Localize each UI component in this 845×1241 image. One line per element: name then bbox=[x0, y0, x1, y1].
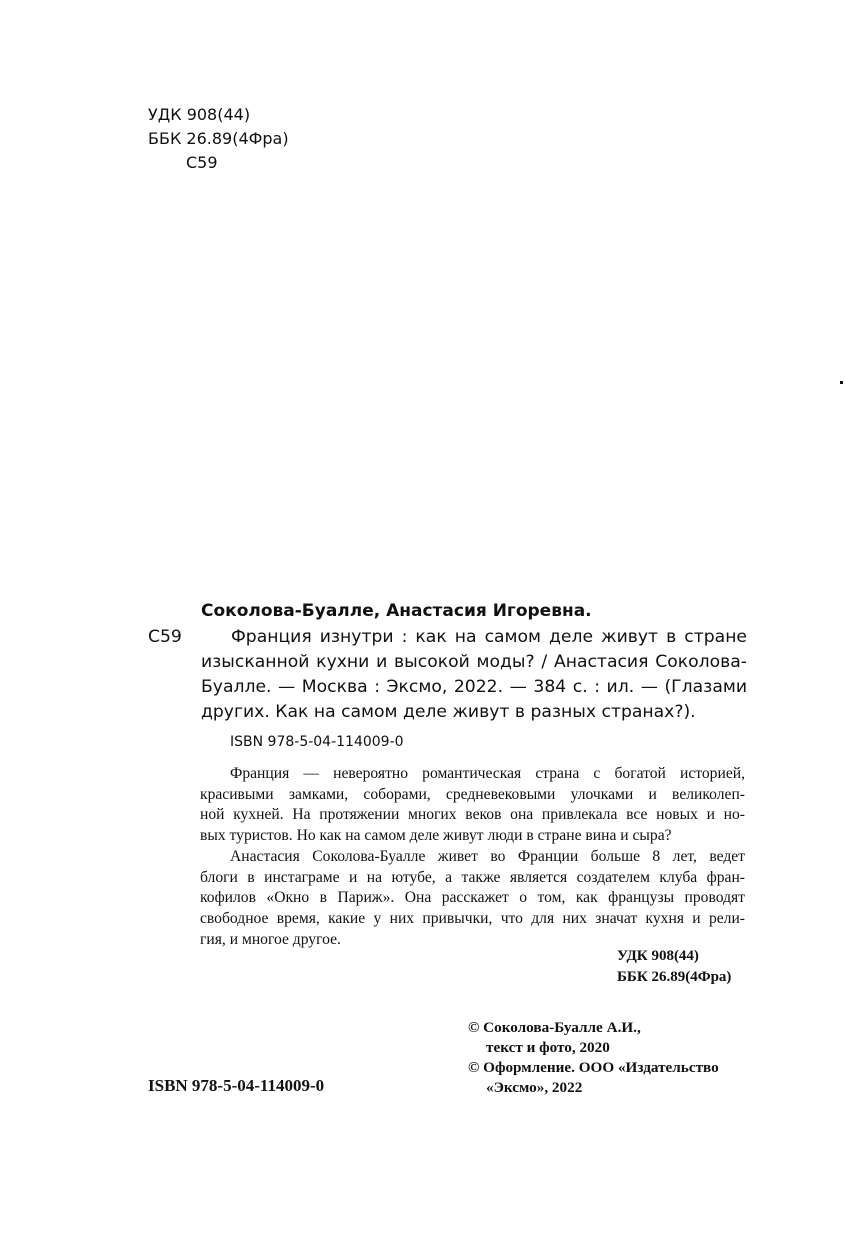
top-udk: УДК 908(44) bbox=[148, 105, 251, 124]
annotation-line bbox=[200, 847, 745, 868]
annotation bbox=[200, 764, 745, 950]
annotation-text: Франция — невероятно романтическая страна с богатой историей, bbox=[230, 765, 745, 782]
top-author-mark: С59 bbox=[186, 153, 218, 172]
copyright-line: текст и фото, 2020 bbox=[486, 1039, 610, 1056]
annotation-line: блоги в инстаграме и на ютубе, а также является создателем клуба фран- bbox=[200, 868, 745, 886]
annotation-text: Анастасия Соколова-Буалле живет во Франции больше 8 лет, ведет bbox=[230, 847, 745, 865]
annotation-udk: УДК 908(44) bbox=[617, 948, 699, 964]
biblio-line: других. Как на самом деле живут в разных странах?). bbox=[201, 702, 696, 722]
annotation-line: вых туристов. Но как на самом деле живут люди в стране вина и сыра? bbox=[200, 827, 672, 845]
record-isbn: ISBN 978-5-04-114009-0 bbox=[230, 734, 404, 750]
annotation-line: гия, и многое другое. bbox=[200, 930, 341, 948]
author-heading: Соколова-Буалле, Анастасия Игоревна. bbox=[201, 601, 592, 621]
annotation-line bbox=[200, 764, 745, 785]
annotation-bbk: ББК 26.89(4Фра) bbox=[617, 969, 732, 985]
annotation-line: ной кухней. На протяжении многих веков она привлекала все новых и но- bbox=[200, 806, 745, 824]
bibliographic-description bbox=[201, 625, 747, 725]
top-bbk: ББК 26.89(4Фра) bbox=[148, 129, 289, 148]
copyright-line: «Эксмо», 2022 bbox=[486, 1079, 583, 1096]
bottom-isbn: ISBN 978-5-04-114009-0 bbox=[148, 1076, 325, 1095]
margin-mark bbox=[840, 381, 843, 384]
biblio-line: Франция изнутри : как на самом деле живут в стране bbox=[231, 627, 747, 647]
annotation-line: красивыми замками, соборами, средневековыми улочками и великолеп- bbox=[200, 785, 745, 803]
biblio-line: изысканной кухни и высокой моды? / Анастасия Соколова- bbox=[201, 652, 747, 672]
record-author-mark: С59 bbox=[148, 627, 182, 647]
annotation-line: свободное время, какие у них привычки, что для них значат кухня и рели- bbox=[200, 909, 745, 927]
annotation-line: кофилов «Окно в Париж». Она расскажет о том, как французы проводят bbox=[200, 889, 745, 907]
biblio-line: Буалле. — Москва : Эксмо, 2022. — 384 с. : ил. — (Глазами bbox=[201, 677, 747, 697]
copyright-line: © Оформление. ООО «Издательство bbox=[468, 1059, 719, 1076]
copyright-line: © Соколова-Буалле А.И., bbox=[468, 1019, 641, 1036]
